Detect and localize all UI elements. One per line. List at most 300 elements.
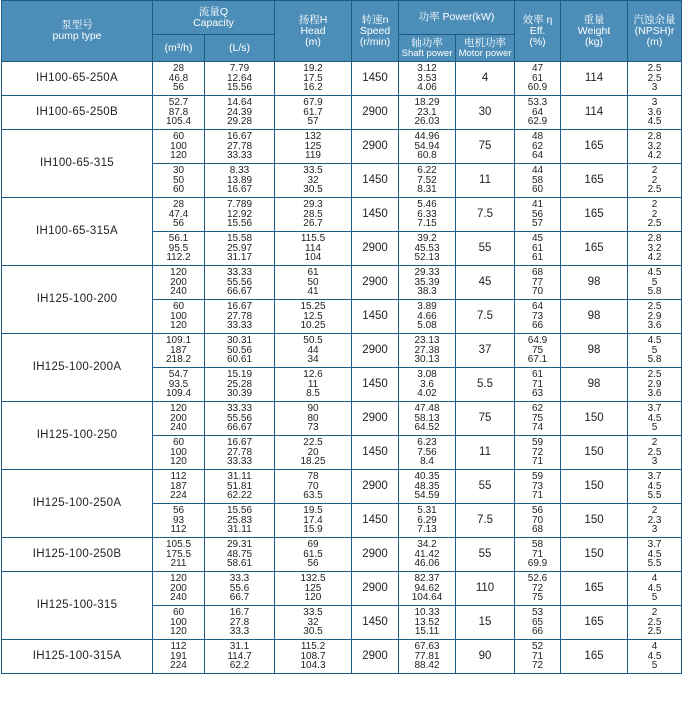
npsh-value: 5 [651, 344, 658, 356]
flow-ls-value: 15.58 [226, 233, 253, 245]
motor-power: 75 [456, 402, 515, 436]
pump-model: IH100-65-250A [2, 62, 153, 96]
head-value: 8.5 [306, 388, 320, 400]
flow-m3h-value: 47.4 [168, 208, 189, 220]
head-value: 32 [307, 616, 319, 628]
shaft-power-value: 41.42 [414, 548, 440, 560]
flow-m3h [153, 402, 205, 436]
head-value: 132 [304, 131, 322, 143]
flow-ls-value: 15.19 [226, 369, 253, 381]
flow-ls-value: 25.28 [226, 378, 253, 390]
shaft-power-value: 4.66 [417, 310, 437, 322]
npsh-value: 2 [651, 199, 658, 211]
head-value: 17.5 [303, 72, 323, 84]
weight: 98 [561, 368, 628, 402]
efficiency [515, 436, 561, 470]
flow-m3h-value: 100 [170, 446, 187, 458]
shaft-power-value: 8.4 [420, 456, 434, 468]
efficiency-value: 64 [531, 301, 544, 313]
efficiency-value: 60.9 [527, 82, 548, 94]
efficiency-value: 53.3 [527, 97, 548, 109]
efficiency-value: 56 [531, 505, 544, 517]
flow-ls-value: 33.33 [226, 150, 253, 162]
npsh-value: 3.6 [647, 388, 662, 400]
flow-ls [205, 572, 275, 606]
speed: 2900 [352, 572, 399, 606]
flow-m3h-value: 112 [170, 524, 187, 536]
header-weight: 重量 Weight (kg) [561, 1, 628, 62]
weight: 114 [561, 62, 628, 96]
shaft-power-value: 4.06 [417, 82, 437, 94]
head [275, 572, 352, 606]
weight: 150 [561, 504, 628, 538]
pump-spec-table [1, 0, 682, 674]
speed: 2900 [352, 96, 399, 130]
flow-m3h [153, 198, 205, 232]
npsh-value: 4.2 [647, 252, 662, 264]
flow-m3h [153, 640, 205, 674]
efficiency-value: 57 [531, 218, 544, 230]
efficiency-value: 72 [531, 660, 544, 672]
npsh-value: 4.5 [647, 116, 662, 128]
speed: 1450 [352, 164, 399, 198]
npsh-value: 4.5 [647, 267, 662, 279]
speed: 2900 [352, 640, 399, 674]
efficiency-value: 52 [531, 641, 544, 653]
efficiency [515, 334, 561, 368]
speed: 2900 [352, 538, 399, 572]
npsh-value: 2.3 [647, 514, 662, 526]
head [275, 96, 352, 130]
flow-ls-value: 27.78 [226, 310, 253, 322]
head-value: 90 [307, 403, 319, 415]
shaft-power-value: 77.81 [414, 650, 440, 662]
shaft-power [399, 62, 456, 96]
npsh-value: 5 [651, 660, 658, 672]
shaft-power-value: 6.23 [417, 437, 437, 449]
shaft-power [399, 266, 456, 300]
efficiency-value: 41 [531, 199, 544, 211]
shaft-power-value: 54.94 [414, 140, 440, 152]
flow-ls-value: 16.67 [226, 301, 253, 313]
npsh-value: 5 [651, 276, 658, 288]
efficiency-value: 74 [531, 422, 544, 434]
npsh [628, 300, 682, 334]
flow-ls-value: 30.39 [226, 388, 253, 400]
flow-m3h-value: 105.4 [165, 116, 192, 128]
npsh-value: 4.5 [647, 650, 662, 662]
npsh-value: 5.8 [647, 286, 662, 298]
head [275, 334, 352, 368]
flow-ls [205, 640, 275, 674]
flow-ls [205, 402, 275, 436]
flow-m3h-value: 56.1 [168, 233, 189, 245]
pump-model: IH125-100-250 [2, 402, 153, 470]
efficiency-value: 72 [531, 582, 544, 594]
flow-m3h-value: 109.1 [165, 335, 192, 347]
npsh-value: 5 [651, 422, 658, 434]
shaft-power-value: 67.63 [414, 641, 440, 653]
npsh-value: 4.5 [647, 548, 662, 560]
flow-m3h [153, 538, 205, 572]
efficiency-value: 59 [531, 437, 544, 449]
efficiency-value: 62.9 [527, 116, 548, 128]
efficiency-value: 64 [531, 150, 544, 162]
pump-model: IH125-100-250A [2, 470, 153, 538]
npsh [628, 164, 682, 198]
flow-ls-value: 15.56 [226, 82, 253, 94]
efficiency-value: 73 [531, 480, 544, 492]
shaft-power-value: 82.37 [414, 573, 440, 585]
npsh-value: 4.5 [647, 412, 662, 424]
motor-power: 7.5 [456, 198, 515, 232]
flow-m3h [153, 266, 205, 300]
speed: 1450 [352, 504, 399, 538]
flow-m3h-value: 120 [170, 626, 187, 638]
motor-power: 55 [456, 470, 515, 504]
npsh-value: 2 [651, 174, 658, 186]
flow-m3h-value: 100 [170, 310, 187, 322]
flow-m3h [153, 232, 205, 266]
flow-m3h-value: 120 [170, 320, 187, 332]
motor-power: 7.5 [456, 504, 515, 538]
npsh-value: 2.5 [647, 301, 662, 313]
weight: 165 [561, 130, 628, 164]
speed: 1450 [352, 368, 399, 402]
efficiency-value: 61 [531, 252, 544, 264]
head-value: 125 [304, 582, 322, 594]
table-body [2, 62, 682, 674]
npsh [628, 640, 682, 674]
shaft-power-value: 47.48 [414, 403, 440, 415]
pump-model: IH100-65-250B [2, 96, 153, 130]
table-row [2, 470, 682, 504]
npsh [628, 470, 682, 504]
flow-m3h-value: 191 [170, 650, 187, 662]
head-value: 30.5 [303, 184, 323, 196]
shaft-power-value: 7.52 [417, 174, 437, 186]
head-value: 33.5 [303, 607, 323, 619]
flow-m3h-value: 100 [170, 140, 187, 152]
npsh-value: 2 [651, 165, 658, 177]
motor-power: 37 [456, 334, 515, 368]
speed: 2900 [352, 232, 399, 266]
shaft-power [399, 504, 456, 538]
shaft-power-value: 7.13 [417, 524, 437, 536]
table-row [2, 96, 682, 130]
shaft-power-value: 45.53 [414, 242, 440, 254]
shaft-power-value: 35.39 [414, 276, 440, 288]
flow-ls-value: 55.56 [226, 276, 253, 288]
head-value: 61.7 [303, 106, 323, 118]
head-value: 44 [307, 344, 319, 356]
npsh-value: 3 [651, 456, 658, 468]
efficiency-value: 56 [531, 208, 544, 220]
head [275, 62, 352, 96]
head [275, 130, 352, 164]
flow-ls-value: 62.2 [229, 660, 250, 672]
flow-ls [205, 538, 275, 572]
npsh [628, 368, 682, 402]
head-value: 20 [307, 446, 319, 458]
efficiency-value: 68 [531, 267, 544, 279]
npsh-value: 2.9 [647, 378, 662, 390]
flow-ls-value: 24.39 [226, 106, 253, 118]
pump-model: IH100-65-315A [2, 198, 153, 266]
npsh-value: 2 [651, 505, 658, 517]
head-value: 108.7 [300, 650, 326, 662]
npsh-value: 4 [651, 641, 658, 653]
flow-m3h [153, 436, 205, 470]
speed: 1450 [352, 198, 399, 232]
shaft-power-value: 104.64 [411, 592, 443, 604]
motor-power: 7.5 [456, 300, 515, 334]
motor-power: 5.5 [456, 368, 515, 402]
weight: 150 [561, 538, 628, 572]
flow-m3h-value: 95.5 [168, 242, 189, 254]
head-value: 32 [307, 174, 319, 186]
npsh-value: 3.7 [647, 539, 662, 551]
npsh-value: 4.2 [647, 150, 662, 162]
efficiency-value: 75 [531, 592, 544, 604]
npsh-value: 4.5 [647, 480, 662, 492]
flow-ls-value: 31.11 [227, 471, 252, 483]
shaft-power [399, 198, 456, 232]
flow-ls-value: 58.61 [226, 558, 253, 570]
efficiency [515, 300, 561, 334]
weight: 114 [561, 96, 628, 130]
efficiency-value: 64 [531, 106, 544, 118]
head-value: 56 [307, 558, 319, 570]
head [275, 300, 352, 334]
flow-ls [205, 96, 275, 130]
shaft-power-value: 44.96 [414, 131, 440, 143]
head-value: 57 [307, 116, 319, 128]
flow-m3h [153, 164, 205, 198]
flow-ls-value: 16.67 [226, 437, 253, 449]
head-value: 10.25 [300, 320, 326, 332]
efficiency [515, 198, 561, 232]
flow-m3h-value: 112 [170, 641, 187, 653]
shaft-power-value: 94.62 [414, 582, 440, 594]
flow-m3h-value: 60 [172, 184, 185, 196]
flow-ls [205, 368, 275, 402]
shaft-power [399, 164, 456, 198]
head-value: 16.2 [303, 82, 323, 94]
flow-m3h-value: 112.2 [166, 252, 191, 264]
head [275, 538, 352, 572]
header-motor-power: 电机功率 Motor power [456, 35, 515, 62]
npsh-value: 2.5 [647, 626, 662, 638]
flow-ls-value: 12.92 [226, 208, 253, 220]
head-value: 34 [307, 354, 319, 366]
motor-power: 55 [456, 538, 515, 572]
efficiency-value: 53 [531, 607, 544, 619]
efficiency-value: 48 [531, 131, 544, 143]
header-efficiency: 效率 η Eff. (%) [515, 1, 561, 62]
weight: 150 [561, 436, 628, 470]
flow-ls-value: 7.789 [226, 199, 253, 211]
head-value: 12.5 [303, 310, 323, 322]
shaft-power-value: 18.29 [414, 97, 440, 109]
npsh-value: 3 [651, 524, 658, 536]
efficiency-value: 77 [531, 276, 544, 288]
flow-ls-value: 29.28 [226, 116, 253, 128]
speed: 2900 [352, 334, 399, 368]
head-value: 50 [307, 276, 319, 288]
flow-ls-value: 66.67 [226, 286, 253, 298]
weight: 150 [561, 470, 628, 504]
shaft-power [399, 96, 456, 130]
efficiency-value: 65 [531, 616, 544, 628]
flow-ls-value: 114.7 [227, 650, 252, 662]
npsh-value: 3 [651, 82, 658, 94]
efficiency-value: 69.9 [527, 558, 548, 570]
npsh-value: 5.8 [647, 354, 662, 366]
efficiency-value: 52.6 [527, 573, 548, 585]
efficiency-value: 66 [531, 320, 544, 332]
efficiency [515, 402, 561, 436]
shaft-power-value: 3.89 [417, 301, 437, 313]
flow-m3h-value: 105.5 [165, 539, 192, 551]
npsh-value: 3.6 [647, 320, 662, 332]
flow-m3h-value: 46.8 [168, 72, 189, 84]
shaft-power [399, 436, 456, 470]
speed: 1450 [352, 606, 399, 640]
flow-ls [205, 62, 275, 96]
flow-ls-value: 16.67 [226, 184, 253, 196]
shaft-power [399, 470, 456, 504]
shaft-power-value: 6.29 [417, 514, 437, 526]
efficiency-value: 70 [531, 286, 544, 298]
efficiency-value: 71 [531, 548, 544, 560]
npsh-value: 4 [651, 573, 658, 585]
head-value: 30.5 [303, 626, 323, 638]
shaft-power-value: 7.56 [417, 446, 437, 458]
efficiency-value: 47 [531, 63, 544, 75]
flow-ls-value: 15.56 [226, 218, 253, 230]
efficiency-value: 58 [531, 174, 544, 186]
efficiency [515, 266, 561, 300]
shaft-power-value: 34.2 [417, 539, 437, 551]
flow-m3h-value: 187 [170, 344, 187, 356]
pump-model: IH125-100-250B [2, 538, 153, 572]
efficiency-value: 73 [531, 310, 544, 322]
npsh [628, 130, 682, 164]
flow-ls-value: 27.8 [229, 616, 250, 628]
motor-power: 15 [456, 606, 515, 640]
flow-ls [205, 436, 275, 470]
flow-m3h-value: 120 [170, 403, 187, 415]
efficiency-value: 45 [531, 233, 544, 245]
speed: 1450 [352, 300, 399, 334]
npsh [628, 96, 682, 130]
shaft-power-value: 39.2 [417, 233, 437, 245]
efficiency-value: 72 [531, 446, 544, 458]
head-value: 125 [304, 140, 322, 152]
motor-power: 11 [456, 436, 515, 470]
head-value: 15.9 [303, 524, 323, 536]
shaft-power-value: 23.13 [414, 335, 440, 347]
flow-ls-value: 33.33 [226, 320, 253, 332]
head-value: 12.6 [303, 369, 323, 381]
head-value: 19.5 [303, 505, 323, 517]
shaft-power-value: 3.6 [420, 378, 434, 390]
efficiency-value: 66 [531, 626, 544, 638]
flow-ls-value: 50.56 [226, 344, 253, 356]
npsh-value: 3 [651, 97, 658, 109]
efficiency-value: 68 [531, 524, 544, 536]
flow-ls-value: 7.79 [229, 63, 250, 75]
flow-ls-value: 25.83 [226, 514, 253, 526]
flow-m3h-value: 30 [172, 165, 185, 177]
npsh-value: 2.8 [647, 131, 662, 143]
shaft-power-value: 23.1 [417, 106, 437, 118]
efficiency [515, 470, 561, 504]
shaft-power-value: 48.35 [414, 480, 440, 492]
efficiency-value: 59 [531, 471, 544, 483]
flow-m3h-value: 52.7 [168, 97, 189, 109]
motor-power: 4 [456, 62, 515, 96]
npsh-value: 3.2 [647, 242, 662, 254]
efficiency-value: 44 [531, 165, 544, 177]
head [275, 606, 352, 640]
efficiency-value: 61 [531, 72, 544, 84]
head-value: 119 [305, 150, 321, 162]
flow-m3h-value: 120 [170, 150, 187, 162]
header-power: 功率 Power(kW) [399, 1, 515, 35]
flow-m3h-value: 200 [170, 582, 187, 594]
efficiency-value: 61 [531, 369, 544, 381]
efficiency [515, 232, 561, 266]
efficiency-value: 71 [531, 490, 544, 502]
head [275, 198, 352, 232]
efficiency-value: 71 [531, 378, 544, 390]
head [275, 402, 352, 436]
npsh-value: 3.7 [647, 471, 662, 483]
speed: 1450 [352, 436, 399, 470]
header-npsh: 汽蚀余量 (NPSH)r (m) [628, 1, 682, 62]
efficiency-value: 60 [531, 184, 544, 196]
shaft-power [399, 130, 456, 164]
flow-ls-value: 62.22 [226, 490, 253, 502]
flow-ls [205, 606, 275, 640]
head-value: 33.5 [303, 165, 323, 177]
npsh [628, 334, 682, 368]
header-flow-unit-m3h: (m³/h) [153, 35, 205, 62]
shaft-power-value: 10.33 [414, 607, 440, 619]
npsh-value: 3.2 [647, 140, 662, 152]
efficiency [515, 62, 561, 96]
table-row [2, 62, 682, 96]
efficiency-value: 67.1 [527, 354, 548, 366]
flow-ls-value: 15.56 [226, 505, 253, 517]
efficiency-value: 71 [531, 456, 544, 468]
shaft-power-value: 38.3 [417, 286, 437, 298]
flow-ls-value: 48.75 [226, 548, 253, 560]
flow-m3h-value: 224 [170, 490, 187, 502]
npsh-value: 2 [651, 607, 658, 619]
weight: 165 [561, 572, 628, 606]
shaft-power-value: 27.38 [414, 344, 440, 356]
flow-ls-value: 25.97 [226, 242, 253, 254]
shaft-power [399, 572, 456, 606]
flow-m3h [153, 300, 205, 334]
flow-ls-value: 29.31 [226, 539, 253, 551]
efficiency-value: 61 [531, 242, 544, 254]
flow-ls-value: 30.31 [226, 335, 253, 347]
shaft-power-value: 88.42 [414, 660, 440, 672]
